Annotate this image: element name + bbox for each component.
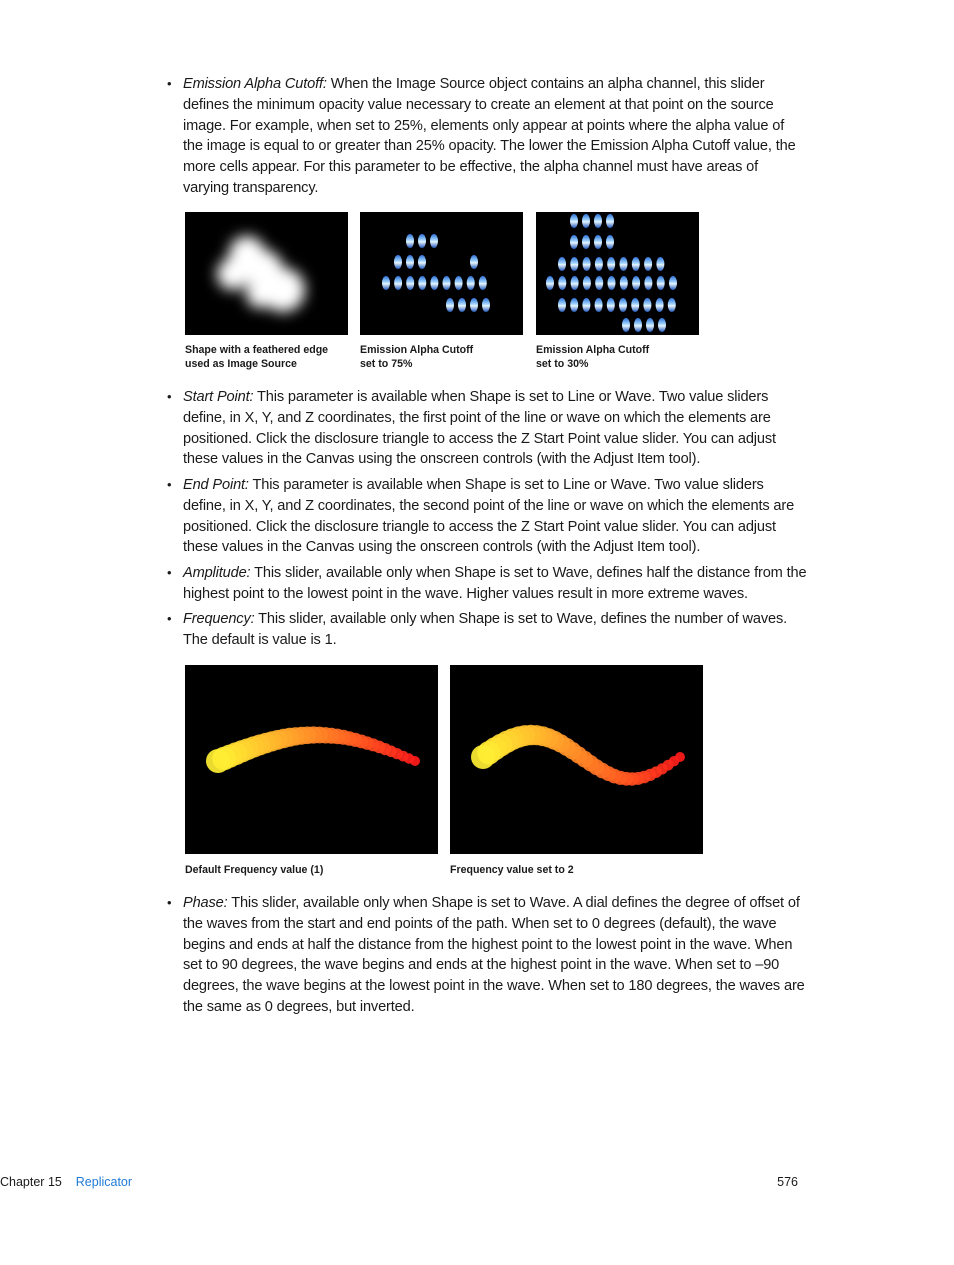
replicator-cell — [620, 257, 628, 271]
figure-caption: Default Frequency value (1) — [185, 864, 324, 876]
figure-caption — [536, 344, 649, 372]
replicator-cell — [406, 276, 414, 290]
bullet-item — [167, 74, 807, 199]
wave-frequency-1-image — [185, 665, 438, 854]
term: Amplitude: — [183, 565, 251, 581]
bullet-glyph: • — [167, 611, 172, 626]
replicator-cell — [619, 298, 627, 312]
replicator-cell — [570, 257, 578, 271]
page-number: 576 — [777, 1175, 798, 1189]
figure-cutoff-30 — [536, 212, 699, 335]
replicator-cell — [430, 234, 438, 248]
replicator-cell — [658, 318, 666, 332]
replicator-cell — [656, 298, 664, 312]
replicator-cell — [583, 276, 591, 290]
feathered-shape-image — [185, 212, 348, 335]
section-link[interactable]: Replicator — [75, 1175, 133, 1189]
replicator-dot — [471, 745, 495, 769]
replicator-dot — [206, 749, 230, 773]
replicator-cell — [594, 214, 602, 228]
caption-line: used as Image Source — [185, 357, 297, 370]
replicator-cell — [571, 276, 579, 290]
replicator-cell — [632, 276, 640, 290]
bullet-glyph: • — [167, 76, 172, 91]
body-text: This parameter is available when Shape is set to Line or Wave. Two value sliders define, in X, Y, and Z coordinates, the second point of the line or wave on which the elements are positioned. Click the disclosure triangle to access the Z Start Point value slider. You can adjust these values in the Canvas using the onscreen controls (with the Adjust Item tool). — [183, 477, 795, 556]
replicator-cell — [482, 298, 490, 312]
replicator-cell — [558, 276, 566, 290]
replicator-cell — [595, 257, 603, 271]
replicator-cell — [546, 276, 554, 290]
replicator-cell — [582, 298, 590, 312]
replicator-cell — [606, 235, 614, 249]
bullet-paragraph — [183, 475, 807, 558]
figure-cutoff-75 — [360, 212, 523, 335]
caption-line: set to 75% — [360, 357, 413, 370]
figure-wave-frequency-2 — [450, 665, 703, 854]
bullet-item — [167, 563, 807, 605]
body-text: This slider, available only when Shape is set to Wave. A dial defines the degree of offset of the waves from the start and end points of the path. When set to 0 degrees (default), the wave begins and ends at half the distance from the highest point to the lowest point in the wave. When set to 90 degrees, the wave begins and ends at the highest point in the wave. When set to –90 degrees, the wave begins at the lowest point in the wave. When set to 180 degrees, the waves are the same as 0 degrees, but inverted. — [183, 895, 805, 1015]
replicator-cell — [570, 235, 578, 249]
replicator-cell — [595, 276, 603, 290]
body-text: This slider, available only when Shape is set to Wave, defines half the distance from the highest point to the lowest point in the wave. Higher values result in more extreme waves. — [183, 565, 807, 602]
replicator-cell — [570, 214, 578, 228]
term: Frequency: — [183, 611, 255, 627]
replicator-cell — [607, 257, 615, 271]
replicator-cell — [479, 276, 487, 290]
bullet-paragraph — [183, 563, 807, 605]
replicator-cell — [430, 276, 438, 290]
replicator-cell — [657, 276, 665, 290]
replicator-cell — [583, 257, 591, 271]
bullet-paragraph — [183, 609, 807, 651]
replicator-cell — [646, 318, 654, 332]
replicator-cell — [394, 276, 402, 290]
replicator-cell — [458, 298, 466, 312]
replicator-cell — [656, 257, 664, 271]
replicator-cell — [418, 255, 426, 269]
replicator-cell — [406, 234, 414, 248]
caption-line: Shape with a feathered edge — [185, 344, 329, 356]
figure-feathered-shape — [185, 212, 348, 335]
replicator-cell — [594, 235, 602, 249]
figure-wave-default — [185, 665, 438, 854]
replicator-cell — [644, 276, 652, 290]
figure-caption: Frequency value set to 2 — [450, 864, 574, 876]
term: Phase: — [183, 895, 228, 911]
replicator-cell — [620, 276, 628, 290]
replicator-cell — [470, 255, 478, 269]
replicator-cell — [558, 257, 566, 271]
replicator-cell — [443, 276, 451, 290]
replicator-cell — [394, 255, 402, 269]
replicator-cell — [446, 298, 454, 312]
footer-chapter — [0, 1174, 132, 1190]
bullet-item — [167, 387, 807, 470]
replicator-cell — [607, 298, 615, 312]
bullet-paragraph — [183, 74, 807, 199]
bullet-item — [167, 609, 807, 651]
bullet-item — [167, 893, 807, 1018]
replicator-cell — [631, 298, 639, 312]
replicator-cell — [406, 255, 414, 269]
replicator-cell — [455, 276, 463, 290]
body-text: When the Image Source object contains an alpha channel, this slider defines the minimum opacity value necessary to create an element at that point on the source image. For example, when set to 25%, elements only appear at points where the alpha value of the image is equal to or greater than 25% opacity. The lower the Emission Alpha Cutoff value, the more cells appear. For this parameter to be effective, the alpha channel must have areas of varying transparency. — [183, 76, 796, 196]
cells-75-image — [360, 212, 523, 335]
replicator-cell — [632, 257, 640, 271]
cells-30-image — [536, 212, 699, 335]
replicator-cell — [644, 257, 652, 271]
replicator-cell — [634, 318, 642, 332]
replicator-cell — [467, 276, 475, 290]
caption-line: Emission Alpha Cutoff — [536, 344, 650, 356]
figure-caption — [185, 344, 328, 372]
replicator-cell — [582, 214, 590, 228]
bullet-paragraph — [183, 387, 807, 470]
replicator-cell — [643, 298, 651, 312]
replicator-cell — [606, 214, 614, 228]
chapter-label: Chapter 15 — [0, 1175, 62, 1189]
term: Start Point: — [183, 389, 254, 405]
wave-frequency-2-image — [450, 665, 703, 854]
bullet-glyph: • — [167, 895, 172, 910]
replicator-cell — [382, 276, 390, 290]
replicator-cell — [608, 276, 616, 290]
body-text: This slider, available only when Shape is set to Wave, defines the number of waves. The default is value is 1. — [183, 611, 788, 648]
bullet-item — [167, 475, 807, 558]
term: Emission Alpha Cutoff: — [183, 76, 327, 92]
caption-line: Emission Alpha Cutoff — [360, 344, 474, 356]
replicator-cell — [558, 298, 566, 312]
replicator-cell — [470, 298, 478, 312]
replicator-cell — [582, 235, 590, 249]
bullet-glyph: • — [167, 477, 172, 492]
term: End Point: — [183, 477, 249, 493]
replicator-cell — [570, 298, 578, 312]
replicator-cell — [622, 318, 630, 332]
bullet-glyph: • — [167, 565, 172, 580]
caption-line: set to 30% — [536, 357, 589, 370]
replicator-cell — [418, 276, 426, 290]
replicator-cell — [418, 234, 426, 248]
figure-caption — [360, 344, 473, 372]
replicator-cell — [595, 298, 603, 312]
bullet-paragraph — [183, 893, 807, 1018]
replicator-cell — [669, 276, 677, 290]
bullet-glyph: • — [167, 389, 172, 404]
body-text: This parameter is available when Shape is set to Line or Wave. Two value sliders define, in X, Y, and Z coordinates, the first point of the line or wave on which the elements are positioned. Click the disclosure triangle to access the Z Start Point value slider. You can adjust these values in the Canvas using the onscreen controls (with the Adjust Item tool). — [183, 389, 776, 468]
replicator-cell — [668, 298, 676, 312]
